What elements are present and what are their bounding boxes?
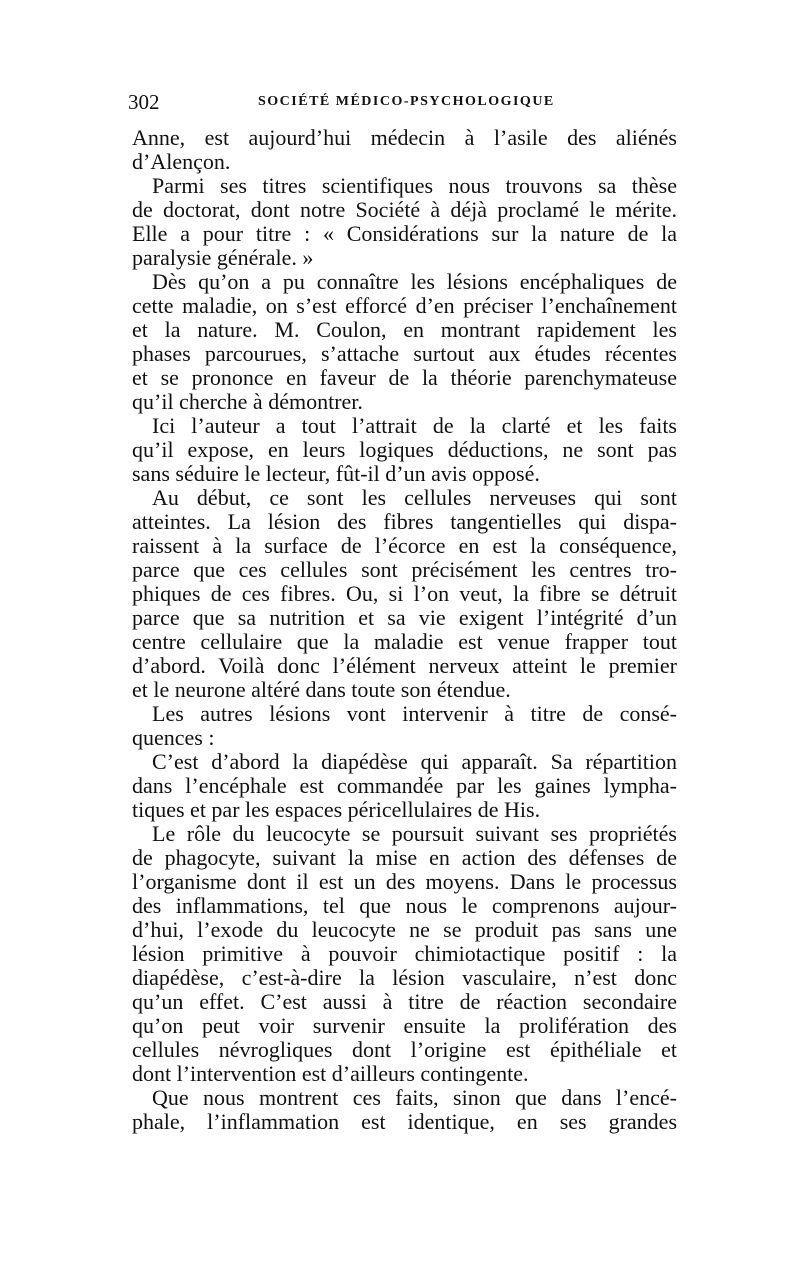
text-line: qu’il expose, en leurs logiques déductions, ne sont pas [132,437,677,462]
text-line: qu’on peut voir survenir ensuite la prolifération des [132,1013,677,1038]
text-line: Que nous montrent ces faits, sinon que dans l’encé- [152,1085,677,1110]
text-line: d’abord. Voilà donc l’élément nerveux atteint le premier [132,653,677,678]
text-line: Les autres lésions vont intervenir à titre de consé- [152,701,677,726]
text-line: Parmi ses titres scientifiques nous trouvons sa thèse [152,173,677,198]
text-line: parce que ces cellules sont précisément les centres tro- [132,557,677,582]
running-title: SOCIÉTÉ MÉDICO-PSYCHOLOGIQUE [258,94,555,109]
text-line: centre cellulaire que la maladie est venue frapper tout [132,629,677,654]
text-line: et se prononce en faveur de la théorie parenchymateuse [132,365,677,390]
text-line: phases parcourues, s’attache surtout aux études récentes [132,341,677,366]
text-line: cette maladie, on s’est efforcé d’en préciser l’enchaînement [132,293,677,318]
text-line: Anne, est aujourd’hui médecin à l’asile des aliénés [132,125,677,150]
text-line: Le rôle du leucocyte se poursuit suivant ses propriétés [152,821,677,846]
body-text [132,126,677,1134]
text-line: phale, l’inflammation est identique, en ses grandes [132,1109,677,1134]
text-line: de phagocyte, suivant la mise en action des défenses de [132,845,677,870]
text-line: et la nature. M. Coulon, en montrant rapidement les [132,317,677,342]
text-line: dont l’intervention est d’ailleurs contingente. [132,1061,529,1086]
page-number: 302 [128,90,160,114]
text-line: atteintes. La lésion des fibres tangentielles qui dispa- [132,509,677,534]
text-line: dans l’encéphale est commandée par les gaines lympha- [132,773,677,798]
text-line: d’Alençon. [132,149,231,174]
running-head [128,90,668,114]
text-line: qu’il cherche à démontrer. [132,389,363,414]
text-line: Elle a pour titre : « Considérations sur la nature de la [132,221,677,246]
text-line: qu’un effet. C’est aussi à titre de réaction secondaire [132,989,677,1014]
text-line: paralysie générale. » [132,245,314,270]
text-line: d’hui, l’exode du leucocyte ne se produit pas sans une [132,917,677,942]
text-line: des inflammations, tel que nous le comprenons aujour- [132,893,677,918]
text-line: C’est d’abord la diapédèse qui apparaît. Sa répartition [152,749,677,774]
text-line: lésion primitive à pouvoir chimiotactique positif : la [132,941,677,966]
text-line: Au début, ce sont les cellules nerveuses qui sont [152,485,677,510]
text-line: parce que sa nutrition et sa vie exigent l’intégrité d’un [132,605,677,630]
text-line: tiques et par les espaces péricellulaires de His. [132,797,541,822]
text-line: Dès qu’on a pu connaître les lésions encéphaliques de [152,269,677,294]
text-line: Ici l’auteur a tout l’attrait de la clarté et les faits [152,413,677,438]
text-line: diapédèse, c’est-à-dire la lésion vasculaire, n’est donc [132,965,677,990]
text-line: l’organisme dont il est un des moyens. Dans le processus [132,869,677,894]
text-line: sans séduire le lecteur, fût-il d’un avis opposé. [132,461,540,486]
text-line: de doctorat, dont notre Société à déjà proclamé le mérite. [132,197,677,222]
text-line: et le neurone altéré dans toute son étendue. [132,677,511,702]
text-line: raissent à la surface de l’écorce en est la conséquence, [132,533,677,558]
text-line: cellules névrogliques dont l’origine est épithéliale et [132,1037,677,1062]
text-line: phiques de ces fibres. Ou, si l’on veut, la fibre se détruit [132,581,677,606]
text-line: quences : [132,725,215,750]
